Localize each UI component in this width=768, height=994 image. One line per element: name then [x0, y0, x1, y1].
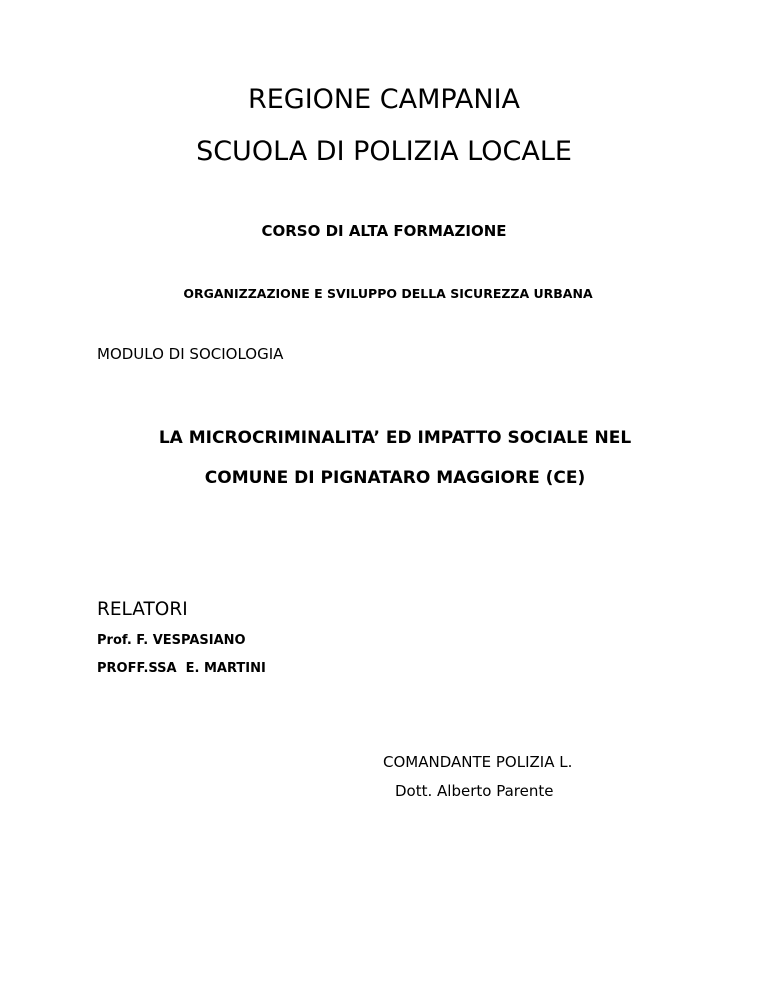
region-heading: REGIONE CAMPANIA — [247, 84, 521, 115]
school-heading: SCUOLA DI POLIZIA LOCALE — [196, 136, 572, 167]
course-name: CORSO DI ALTA FORMAZIONE — [261, 222, 507, 240]
author-role: COMANDANTE POLIZIA L. — [383, 753, 573, 771]
relatori-label: RELATORI — [97, 599, 188, 620]
module-name: MODULO DI SOCIOLOGIA — [97, 345, 284, 363]
course-subject: ORGANIZZAZIONE E SVILUPPO DELLA SICUREZZA URBANA — [183, 286, 593, 301]
thesis-title-line1: LA MICROCRIMINALITA’ ED IMPATTO SOCIALE NEL — [158, 428, 632, 448]
relatore-name: PROFF.SSA E. MARTINI — [97, 661, 266, 676]
relatore-name: Prof. F. VESPASIANO — [97, 633, 246, 648]
thesis-title-line2: COMUNE DI PIGNATARO MAGGIORE (CE) — [204, 468, 586, 488]
author-name: Dott. Alberto Parente — [395, 782, 554, 800]
